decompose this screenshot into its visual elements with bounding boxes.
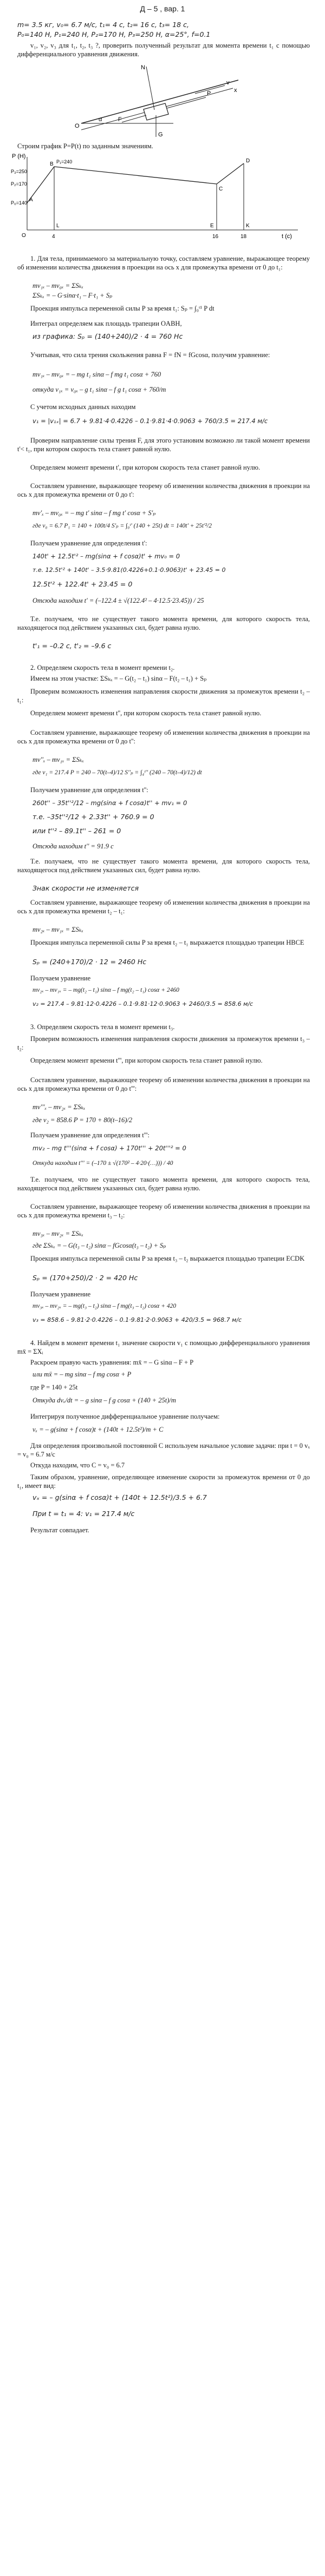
s2-eq10: v₂ = 217.4 – 9.81·12·0.4226 – 0.1·9.81·12·0.9063 + 2460/3.5 = 858.6 м/с — [32, 1000, 253, 1007]
graph-letter-d: D — [246, 158, 250, 164]
s1-p4: из графика: Sₚ = (140+240)/2 · 4 = 760 Нс — [32, 332, 183, 340]
s2-eq1: mv''ₓ – mv₁ₓ = ΣSₖₓ — [32, 756, 84, 763]
s3-eq4: Откуда находим t''' = (–170 ± √(170² – 4·20·(…))) / 40 — [32, 1160, 173, 1167]
normal-arrow — [146, 67, 154, 110]
s4-result: Результат совпадает. — [30, 1526, 89, 1534]
s2-p7: Т.е. получаем, что не существует такого момента времени, для которого скорость тела, находящегося под действием указанных сил, будет равна нулю. — [17, 858, 310, 874]
s1-p10: Получаем уравнение для определения t': — [30, 539, 147, 547]
s4-p6: Откуда находим, что C = v₀ = 6.7 — [30, 1461, 125, 1469]
s1-eq6: mv'ₓ – mv₀ₓ = – mg t' sinα – f mg t' cosα + S'ₚ — [32, 509, 156, 517]
s3-p1: 3. Определяем скорость тела в момент времени t₃. — [30, 1023, 175, 1031]
incline-figure — [70, 64, 249, 140]
s1-eq3: mv₁ₓ – mv₀ₓ = – mg t₁ sinα – f mg t₁ cosα + 760 — [32, 371, 161, 378]
s1-eq4: откуда v₁ₓ = v₀ₓ – g t₁ sinα – f g t₁ cosα + 760/m — [32, 386, 166, 393]
s3-p7: Составляем уравнение, выражающее теорему об изменении количества движения в проекции на ось x для промежутка времени t₃ – t₂: — [17, 1203, 310, 1219]
label-p: P — [207, 90, 211, 97]
s2-p5: Составляем уравнение, выражающее теорему об изменении количества движения в проекции на ось x для промежутка времени от 0 до t'': — [17, 729, 310, 745]
s3-eq2: где v₂ = 858.6 P = 170 + 80(t–16)/2 — [32, 1116, 133, 1124]
s1-eq2: ΣSₖₓ = – G·sinα·t₁ – F·t₁ + Sₚ — [32, 292, 113, 299]
s2-p4: Определяем момент времени t'', при котором скорость тела станет равной нулю. — [30, 709, 262, 717]
s4-eq5: При t = t₁ = 4: v₁ = 217.4 м/с — [32, 1510, 135, 1518]
label-x: x — [234, 87, 237, 94]
graph-tick-18: 18 — [240, 234, 247, 240]
label-alpha: α — [99, 116, 102, 123]
s1-p8: Определяем момент времени t', при котором скорость тела станет равной нулю. — [30, 464, 261, 471]
given-line-2: P₀=140 Н, P₁=240 Н, P₂=170 Н, P₃=250 Н, α=25°, f=0.1 — [17, 30, 211, 38]
page-title: Д – 5 , вар. 1 — [140, 4, 185, 13]
label-n: N — [141, 64, 145, 71]
s1-p11: Т.е. получаем, что не существует такого момента времени, для которого скорость тела, находящегося под действием указанных сил, будет равна нулю. — [17, 615, 310, 631]
s2-eq9: mv₂ₓ – mv₁ₓ = – mg(t₂ – t₁) sinα – f mg(t₂ – t₁) cosα + 2460 — [32, 987, 179, 993]
s2-p10: Получаем уравнение — [30, 974, 91, 982]
graph-x-label: t (c) — [282, 233, 292, 240]
s2-eq7: mv₂ₓ – mv₁ₓ = ΣSₖₓ — [32, 926, 83, 933]
s1-eq9: т.е. 12.5t'² + 140t' – 3.5·9.81(0.4226+0.1·0.9063)t' + 23.45 = 0 — [32, 566, 226, 574]
graph-polyline — [27, 163, 244, 203]
s2-p8: Составляем уравнение, выражающее теорему об изменении количества движения в проекции на ось x для промежутка времени t₂ – t₁: — [17, 899, 310, 915]
s2-p6: Получаем уравнение для определения t'': — [30, 786, 148, 794]
s3-p8: Проекция импульса переменной силы P за время t₃ – t₂ выражается площадью трапеции ECDK — [30, 1255, 305, 1262]
graph-point-p2: P₂=170 — [11, 181, 27, 187]
graph-letter-o: O — [22, 233, 26, 239]
force-time-graph — [11, 151, 314, 243]
s4-p7: Таким образом, уравнение, определяющее изменение скорости за промежуток времени от 0 до t₁, имеет вид: — [17, 1473, 310, 1490]
s4-eq1: или mẍ = – mg sinα – f mg cosα + P — [32, 1371, 132, 1378]
s1-eq5: v₁ = |v₁ₓ| = 6.7 + 9.81·4·0.4226 – 0.1·9.81·4·0.9063 + 760/3.5 = 217.4 м/с — [32, 417, 268, 425]
graph-caption: Строим график P=P(t) по заданным значениям. — [17, 142, 153, 150]
label-o: O — [75, 123, 80, 129]
graph-tick-16: 16 — [212, 234, 219, 240]
s1-p9: Составляем уравнение, выражающее теорему об изменении количества движения в проекции на ось x для промежутка времени от 0 до t': — [17, 482, 310, 498]
s3-eq3: mv₂ – mg t'''(sinα + f cosα) + 170t''' + 20t'''² = 0 — [32, 1144, 186, 1152]
graph-tick-4: 4 — [52, 234, 55, 240]
s4-p5: Для определения произвольной постоянной C используем начальное условие задачи: при t = 0 vₓ = v₀ = 6.7 м/с — [17, 1442, 310, 1458]
s1-eq8: 140t' + 12.5t'² – mg(sinα + f cosα)t' + mv₀ = 0 — [32, 552, 180, 560]
graph-point-p0: P₀=140 — [11, 200, 28, 206]
label-f: F — [118, 116, 122, 123]
graph-point-p3: P₃=250 — [11, 169, 27, 174]
s2-p1: 2. Определяем скорость тела в момент времени t₂. — [30, 664, 175, 671]
s3-eq7: Sₚ = (170+250)/2 · 2 = 420 Нс — [32, 1274, 138, 1282]
label-v: v — [226, 80, 230, 86]
s3-p4: Составляем уравнение, выражающее теорему об изменении количества движения в проекции на ось x для промежутка времени от 0 до t''': — [17, 1076, 310, 1092]
s4-p3: где P = 140 + 25t — [30, 1383, 78, 1391]
graph-letter-k: K — [246, 223, 250, 229]
s1-p1: 1. Для тела, принимаемого за материальную точку, составляем уравнение, выражающее теорему об изменении количества движения в проекции на ось x для промежутка времени от 0 до t₁: — [17, 255, 310, 271]
s3-eq1: mv'''ₓ – mv₂ₓ = ΣSₖₓ — [32, 1103, 86, 1111]
s2-eq4: т.е. –35t''²/12 + 2.33t'' + 760.9 = 0 — [32, 813, 154, 821]
s4-p2: Раскроем правую часть уравнения: mẍ = – G sinα – F + P — [30, 1359, 194, 1366]
friction-arrow — [122, 115, 146, 122]
s3-p5: Получаем уравнение для определения t''': — [30, 1131, 150, 1139]
s1-eq10: 12.5t'² + 122.4t' + 23.45 = 0 — [32, 580, 133, 588]
s1-eq7: где v₀ = 6.7 P₁ = 140 + 100t/4 S'ₚ = ∫₀ᵗ' (140 + 25t) dt = 140t' + 25t'²/2 — [32, 523, 212, 529]
task-text: v₁, v₂, v₃ для t₁, t₂, t₃ ?, проверить полученный результат для момента времени t₁ с помощью дифференциального уравнения движения. — [17, 42, 310, 58]
graph-letter-b: B — [50, 161, 54, 167]
s3-p9: Получаем уравнение — [30, 1290, 91, 1298]
s3-eq6: где ΣSₖₓ = – G(t₃ – t₂) sinα – fGcosα(t₃ – t₂) + Sₚ — [32, 1242, 166, 1249]
s1-p6: С учетом исходных данных находим — [30, 403, 136, 411]
s3-p3: Определяем момент времени t''', при котором скорость тела станет равной нулю. — [30, 1057, 263, 1064]
s3-eq5: mv₃ₓ – mv₂ₓ = ΣSₖₓ — [32, 1230, 83, 1237]
s1-eq11: Отсюда находим t' = (–122.4 ± √(122.4² – 4·12.5·23.45)) / 25 — [32, 597, 204, 604]
s1-eq1: mv₁ₓ – mv₀ₓ = ΣSₖₓ — [32, 282, 83, 289]
s4-p1: 4. Найдем в момент времени t₁ значение скорости v₁ с помощью дифференциального уравнения mẍ = ΣXᵢ — [17, 1339, 310, 1355]
s3-eq8: mv₃ₓ – mv₂ₓ = – mg(t₃ – t₂) sinα – f mg(t₃ – t₂) cosα + 420 — [32, 1303, 177, 1309]
graph-letter-a: A — [29, 197, 33, 203]
s2-eq8: Sₚ = (240+170)/2 · 12 = 2460 Нс — [32, 958, 147, 966]
s2-eq3: 260t'' – 35t''²/12 – mg(sinα + f cosα)t'' + mv₁ = 0 — [32, 799, 187, 807]
given-line-1: m= 3.5 кг, v₀= 6.7 м/с, t₁= 4 с, t₂= 16 с, t₃= 18 с, — [17, 21, 189, 29]
s2-eq2: где v₁ = 217.4 P = 240 – 70(t–4)/12 S''ₚ = ∫₄ᵗ'' (240 – 70(t–4)/12) dt — [32, 769, 202, 776]
label-g: G — [158, 131, 163, 138]
s4-eq2: Откуда dvₓ/dt = – g sinα – f g cosα + (140 + 25t)/m — [32, 1396, 176, 1404]
s3-eq9: v₃ = 858.6 – 9.81·2·0.4226 – 0.1·9.81·2·0.9063 + 420/3.5 = 968.7 м/с — [32, 1316, 242, 1323]
graph-y-label: P (H) — [12, 153, 26, 160]
s4-p4: Интегрируя полученное дифференциальное уравнение получаем: — [30, 1413, 220, 1420]
s1-p3: Интеграл определяем как площадь трапеции OABH, — [30, 320, 182, 327]
graph-letter-c: C — [219, 186, 223, 192]
s1-eq12: t'₁ = –0.2 с, t'₂ = –9.6 с — [32, 642, 112, 650]
graph-letter-l: L — [56, 223, 60, 229]
s1-p5: Учитывая, что сила трения скольжения равна F = fN = fGcosα, получим уравнение: — [30, 351, 270, 359]
s2-eq6: Отсюда находим t'' = 91.9 с — [32, 842, 114, 850]
s1-p2: Проекция импульса переменной силы P за время t₁: Sₚ = ∫₀ᵗ¹ P dt — [30, 305, 214, 312]
graph-letter-e: E — [210, 223, 214, 229]
s2-eq5: или t''² – 89.1t'' – 261 = 0 — [32, 827, 121, 835]
graph-point-p1: P₁=240 — [56, 159, 73, 164]
s4-eq3: vₓ = – g(sinα + f cosα)t + (140t + 12.5t²)/m + C — [32, 1426, 164, 1433]
s2-p9: Проекция импульса переменной силы P за время t₂ – t₁ выражается площадью трапеции HBCE — [30, 939, 304, 946]
s3-p2: Проверим возможность изменения направления скорости движения за промежуток времени t₃ – t₂: — [17, 1035, 310, 1051]
s4-eq4: vₓ = – g(sinα + f cosα)t + (140t + 12.5t²)/3.5 + 6.7 — [32, 1493, 207, 1501]
s2-note: Знак скорости не изменяется — [32, 884, 139, 892]
s3-p6: Т.е. получаем, что не существует такого момента времени, для которого скорость тела, находящегося под действием указанных сил, будет равна нулю. — [17, 1176, 310, 1192]
s2-p3: Проверим возможность изменения направления скорости движения за промежуток времени t₂ – t₁: — [17, 688, 310, 704]
s1-p7: Проверим направление силы трения F, для этого установим возможно ли такой момент времени t'< t₁, при котором скорость тела станет равной нулю. — [17, 437, 310, 453]
s2-p2: Имеем на этом участке: ΣSₖₓ = – G(t₂ – t₁) sinα – F(t₂ – t₁) + Sₚ — [30, 675, 207, 682]
force-p-arrow — [167, 97, 206, 108]
